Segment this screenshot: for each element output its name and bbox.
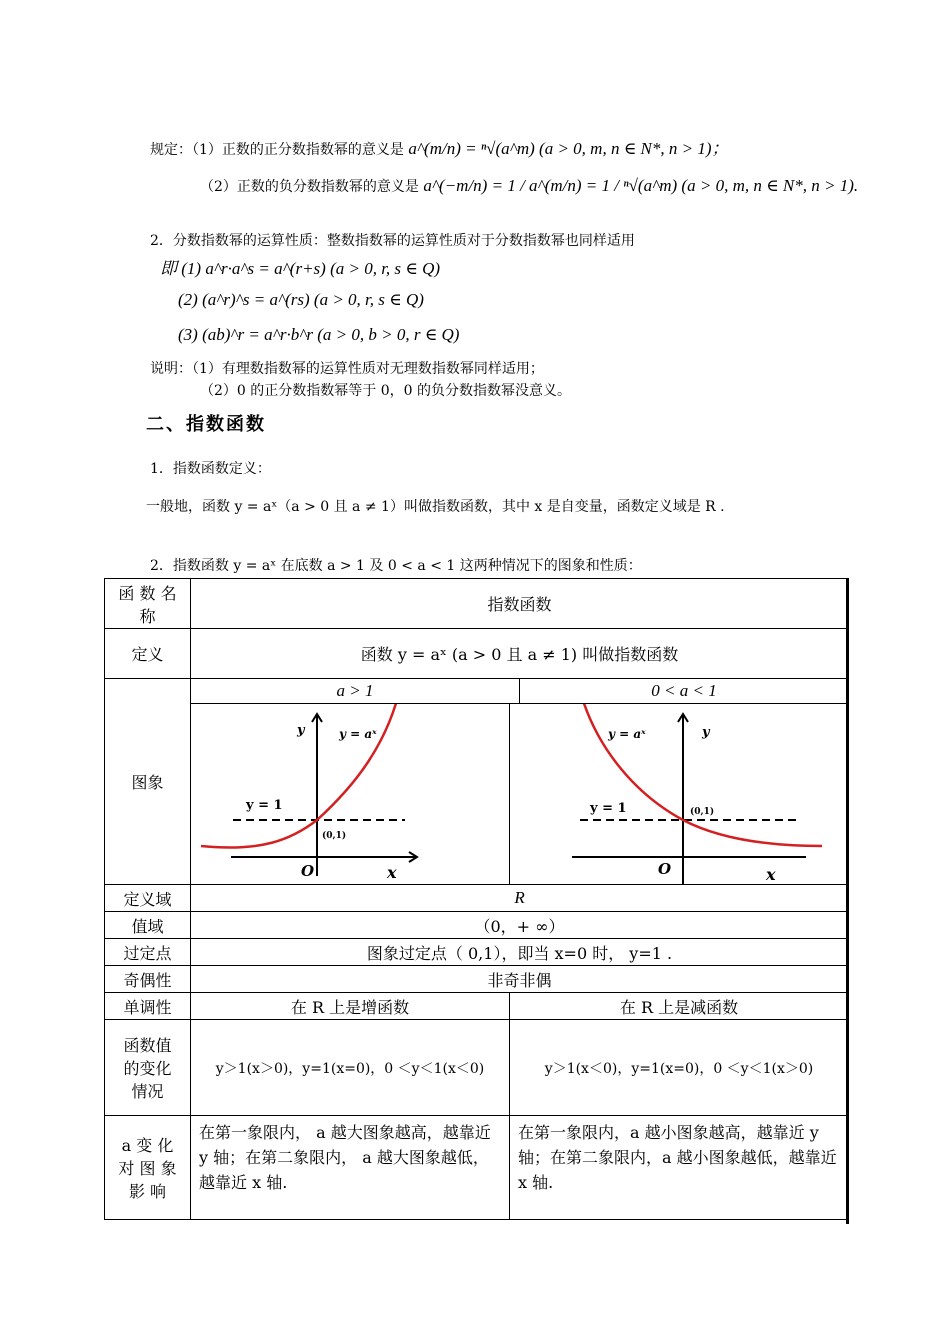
ops-item-2: (2) (a^r)^s = a^(rs) (a > 0, r, s ∈ Q) xyxy=(178,290,424,309)
row-label: 定义 xyxy=(105,629,191,679)
row-value-right: 在 R 上是减函数 xyxy=(510,993,849,1020)
origin-label: O xyxy=(658,860,672,878)
table-row xyxy=(105,629,849,679)
table-intro: 2．指数函数 y = aˣ 在底数 a > 1 及 0 < a < 1 这两种情况下的图象和性质： xyxy=(150,558,642,574)
row-value: 图象过定点（ 0,1），即当 x=0 时， y=1 . xyxy=(191,939,849,966)
graphs xyxy=(191,704,848,884)
y-axis-label: y xyxy=(702,725,710,740)
row-label: 定义域 xyxy=(105,885,191,912)
line-label: y = 1 xyxy=(590,801,627,816)
graph-increasing xyxy=(191,704,509,884)
row-label: 单调性 xyxy=(105,993,191,1020)
pos-formula: a^(m/n) = ⁿ√(a^m) (a > 0, m, n ∈ N*, n > 1)； xyxy=(408,139,729,158)
table-row xyxy=(105,885,849,912)
case-a-lt-1: 0 < a < 1 xyxy=(519,679,848,703)
row-value-left: y＞1(x＞0)，y=1(x=0)，0 ＜y＜1(x＜0) xyxy=(191,1020,510,1116)
row-value: （0，+ ∞） xyxy=(191,912,849,939)
graph-case-header xyxy=(191,679,848,704)
def-text: 一般地，函数 y = aˣ（a > 0 且 a ≠ 1）叫做指数函数，其中 x 是自变量，函数定义域是 R . xyxy=(146,499,725,515)
line-label: y = 1 xyxy=(246,798,283,813)
row-value-right: y＞1(x＜0)，y=1(x=0)，0 ＜y＜1(x＞0) xyxy=(510,1020,849,1116)
graph-decreasing xyxy=(509,704,848,884)
table-row xyxy=(105,966,849,993)
row-label: a 变 化 对 图 象 影 响 xyxy=(105,1116,191,1220)
row-label: 图象 xyxy=(105,679,191,885)
table-row xyxy=(105,579,849,629)
row-label: 值域 xyxy=(105,912,191,939)
curve-label: y = aˣ xyxy=(339,727,377,741)
x-axis-label: x xyxy=(766,865,776,884)
row-value-left: 在第一象限内， a 越大图象越高，越靠近 y 轴；在第二象限内， a 越大图象越低，越靠近 x 轴. xyxy=(191,1116,510,1220)
table-row xyxy=(105,912,849,939)
row-label: 函数值的变化情况 xyxy=(105,1020,191,1116)
note-2: （2）0 的正分数指数幂等于 0，0 的负分数指数幂没意义。 xyxy=(200,383,571,399)
def-heading: 1．指数函数定义： xyxy=(150,461,271,477)
curve-label: y = aˣ xyxy=(608,727,646,741)
ops-heading: 2．分数指数幂的运算性质：整数指数幂的运算性质对于分数指数幂也同样适用 xyxy=(150,233,635,249)
row-label: 函 数 名 称 xyxy=(105,579,191,629)
table-row xyxy=(105,1020,849,1116)
graph-increasing-svg xyxy=(191,704,509,884)
y-axis-label: y xyxy=(297,723,305,738)
properties-table xyxy=(104,578,849,1220)
x-axis-label: x xyxy=(387,863,397,882)
graph-decreasing-svg xyxy=(510,704,848,884)
note-1: 说明：（1）有理数指数幂的运算性质对无理数指数幂同样适用； xyxy=(150,361,544,377)
point-label: (0,1) xyxy=(690,807,715,817)
curve-decreasing xyxy=(576,704,822,846)
row-label: 过定点 xyxy=(105,939,191,966)
table-row xyxy=(105,1116,849,1220)
row-value-right: 在第一象限内，a 越小图象越高，越靠近 y 轴；在第二象限内，a 越小图象越低，越靠近 x 轴. xyxy=(510,1116,849,1220)
point-label: (0,1) xyxy=(322,831,347,841)
case-a-gt-1: a > 1 xyxy=(336,681,374,700)
table-right-border xyxy=(846,578,849,1224)
ops-item-1: 即 (1) a^r·a^s = a^(r+s) (a > 0, r, s ∈ Q) xyxy=(160,259,441,278)
table-row xyxy=(105,939,849,966)
table-row xyxy=(105,993,849,1020)
row-value: 非奇非偶 xyxy=(191,966,849,993)
neg-formula: a^(−m/n) = 1 / a^(m/n) = 1 / ⁿ√(a^m) (a > 0, m, n ∈ N*, n > 1). xyxy=(423,176,859,195)
graph-row xyxy=(105,679,849,885)
rule-neg-lead: （2）正数的负分数指数幂的意义是 xyxy=(200,179,419,195)
origin-label: O xyxy=(301,862,315,880)
section-title: 二、指数函数 xyxy=(146,414,266,435)
row-value-left: 在 R 上是增函数 xyxy=(191,993,510,1020)
row-value: R xyxy=(191,885,849,912)
row-value: 指数函数 xyxy=(191,579,849,629)
ops-item-3: (3) (ab)^r = a^r·b^r (a > 0, b > 0, r ∈ Q) xyxy=(178,325,460,344)
rule-negative xyxy=(200,176,858,196)
row-label: 奇偶性 xyxy=(105,966,191,993)
rule-lead: 规定：（1）正数的正分数指数幂的意义是 xyxy=(150,142,404,158)
rule-positive xyxy=(150,134,729,159)
row-value: 函数 y = aˣ (a > 0 且 a ≠ 1) 叫做指数函数 xyxy=(191,629,849,679)
graph-cell xyxy=(191,679,849,885)
